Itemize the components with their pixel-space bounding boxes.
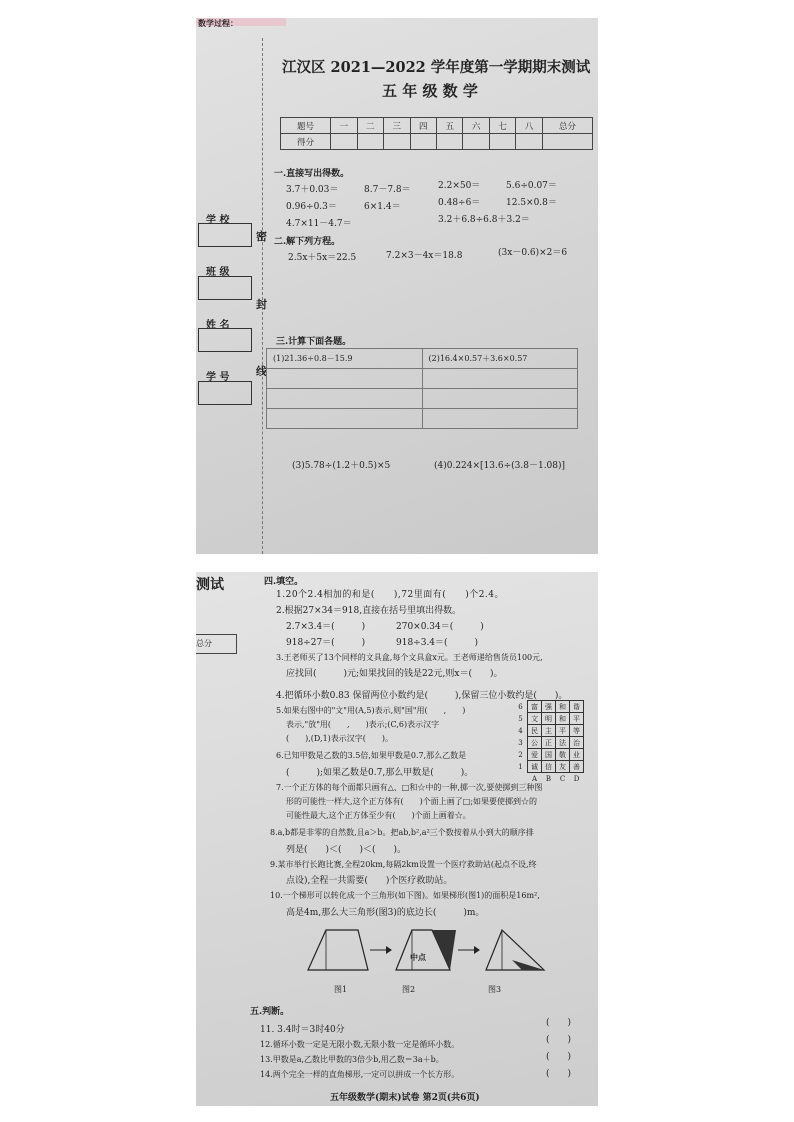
- judge-answer[interactable]: ( ): [546, 1052, 572, 1062]
- arrow-1-head: [386, 946, 392, 954]
- sec5-title: 五.判断。: [250, 1007, 290, 1017]
- score-cell[interactable]: [516, 134, 542, 150]
- score-header-cell: 七: [489, 118, 515, 134]
- calc-item: 4.7×11－4.7＝: [286, 219, 352, 229]
- fig1-label: 图1: [334, 985, 348, 994]
- calc-problem-4: (4)0.224×[13.6÷(3.8－1.08)]: [434, 461, 566, 471]
- grid-row-label: 4: [518, 726, 523, 735]
- score-cell[interactable]: [436, 134, 462, 150]
- judge-14: 14.两个完全一样的直角梯形,一定可以拼成一个长方形。: [260, 1070, 460, 1079]
- grid-character: 公: [528, 737, 542, 749]
- score-cell[interactable]: [384, 134, 410, 150]
- equation-item: (3x－0.6)×2＝6: [498, 248, 568, 258]
- score-header-cell: 四: [410, 118, 436, 134]
- q2c: 918÷27＝( ): [286, 638, 366, 648]
- grid-col-label: B: [545, 774, 552, 783]
- score-cell[interactable]: [542, 134, 592, 150]
- q1: 1.20个2.4相加的和是( ),72里面有( )个2.4。: [276, 590, 505, 600]
- grid-col-label: C: [559, 774, 566, 783]
- score-table: [280, 117, 593, 150]
- calc-problem-3: (3)5.78÷(1.2＋0.5)×5: [292, 461, 391, 471]
- grid-character: 法: [556, 737, 570, 749]
- grid-character: 文: [528, 713, 542, 725]
- q6b: ( );如果乙数是0.7,那么甲数是( )。: [286, 768, 474, 778]
- q4: 4.把循环小数0.83 保留两位小数约是( ),保留三位小数约是( )。: [276, 691, 568, 701]
- calc-item: 5.6÷0.07＝: [506, 181, 557, 191]
- work-cell[interactable]: [422, 409, 578, 429]
- work-cell[interactable]: [267, 409, 423, 429]
- calc-item: 12.5×0.8＝: [506, 198, 557, 208]
- grid-character: 善: [570, 761, 584, 773]
- work-cell[interactable]: [422, 369, 578, 389]
- fold-mark-3: 线: [256, 365, 267, 378]
- judge-12: 12.循环小数一定是无限小数,无限小数一定是循环小数。: [260, 1040, 460, 1049]
- q5a: 5.如果右图中的"文"用(A,5)表示,则"国"用( , ): [276, 706, 466, 715]
- exam-page-1-photo: [196, 18, 598, 554]
- grid-character: 业: [570, 749, 584, 761]
- score-cell[interactable]: [463, 134, 489, 150]
- grid-col-label: D: [573, 774, 580, 783]
- work-cell[interactable]: [422, 389, 578, 409]
- grid-character: 诚: [528, 761, 542, 773]
- calc-item: 6×1.4＝: [364, 202, 401, 212]
- grid-character: 民: [528, 725, 542, 737]
- q5b: 表示,"放"用( , )表示;(C,6)表示汉字: [286, 720, 440, 729]
- q9a: 9.某市举行长跑比赛,全程20km,每隔2km设置一个医疗救助站(起点不设,终: [270, 860, 537, 869]
- grid-character: 和: [556, 701, 570, 713]
- grid-character: 友: [556, 761, 570, 773]
- calc-item: 3.2＋6.8÷6.8＋3.2＝: [438, 215, 530, 225]
- q8a: 8.a,b都是非零的自然数,且a＞b。把ab,b²,a²三个数按着从小到大的顺序排: [270, 828, 534, 837]
- grid-character: 谐: [570, 701, 584, 713]
- score-cell[interactable]: [410, 134, 436, 150]
- grid-character: 国: [542, 749, 556, 761]
- grid-col-label: A: [531, 774, 538, 783]
- fold-mark-1: 密: [256, 230, 267, 243]
- grid-character: 主: [542, 725, 556, 737]
- fig2-shaded-triangle: [432, 930, 456, 970]
- q8b: 列是( )＜( )＜( )。: [286, 845, 407, 855]
- q7c: 可能性最大,这个正方体至少有( )个面上画着☆。: [286, 811, 471, 820]
- grid-row-label: 5: [518, 714, 523, 723]
- exam-page-2-photo: [196, 572, 598, 1106]
- fig3-label: 图3: [488, 985, 502, 994]
- score-header-cell: 一: [331, 118, 357, 134]
- grid-character: 和: [556, 713, 570, 725]
- score-cell[interactable]: [357, 134, 383, 150]
- sec2-title: 二.解下列方程。: [274, 237, 341, 247]
- q2: 2.根据27×34＝918,直接在括号里填出得数。: [276, 606, 462, 616]
- school-label: 学 校: [206, 215, 230, 226]
- grid-character: 治: [570, 737, 584, 749]
- grid-row-label: 3: [518, 738, 523, 747]
- grid-character: 敬: [556, 749, 570, 761]
- school-box[interactable]: [198, 223, 252, 247]
- number-label: 学 号: [206, 372, 230, 383]
- calc-item: 2.2×50＝: [438, 181, 481, 191]
- q2b: 270×0.34＝( ): [396, 622, 484, 632]
- page-footer: 五年级数学(期末)试卷 第2页(共6页): [330, 1093, 480, 1103]
- exam-title: 江汉区 2021—2022 学年度第一学期期末测试: [282, 59, 591, 76]
- score-cell[interactable]: [489, 134, 515, 150]
- q2d: 918÷3.4＝( ): [396, 638, 479, 648]
- grid-character: 信: [542, 761, 556, 773]
- grid-character: 明: [542, 713, 556, 725]
- calc-item: 3.7＋0.03＝: [286, 185, 339, 195]
- calc-table: [266, 348, 578, 429]
- left-edge-score: 总分: [196, 634, 237, 654]
- calc-item: 8.7－7.8＝: [364, 185, 411, 195]
- left-edge-title: 测试: [196, 577, 224, 593]
- q5c: ( ),(D,1)表示汉字( )。: [286, 734, 394, 743]
- q2a: 2.7×3.4＝( ): [286, 622, 366, 632]
- score-row-label: 得分: [281, 134, 331, 150]
- score-cell[interactable]: [331, 134, 357, 150]
- q3b: 应找回( )元;如果找回的钱是22元,则x＝( )。: [286, 669, 503, 679]
- sec4-title: 四.填空。: [264, 577, 304, 587]
- grid-row-label: 6: [518, 702, 523, 711]
- judge-13: 13.甲数是a,乙数比甲数的3倍少b,用乙数＝3a＋b。: [260, 1055, 444, 1064]
- calc-item: 0.48÷6＝: [438, 198, 481, 208]
- score-header-cell: 题号: [281, 118, 331, 134]
- top-left-note: 数学过程：: [198, 18, 238, 28]
- grid-character: 爱: [528, 749, 542, 761]
- fig3-triangle: [486, 930, 544, 970]
- score-header-cell: 六: [463, 118, 489, 134]
- grid-character: 等: [570, 725, 584, 737]
- grid-row-label: 1: [518, 762, 523, 771]
- grid-character: 平: [556, 725, 570, 737]
- judge-answer[interactable]: ( ): [546, 1018, 572, 1028]
- work-cell[interactable]: [267, 369, 423, 389]
- name-label: 姓 名: [206, 320, 230, 331]
- judge-11: 11. 3.4时＝3时40分: [260, 1025, 345, 1035]
- q6a: 6.已知甲数是乙数的3.5倍,如果甲数是0.7,那么乙数是: [276, 751, 467, 760]
- fig1-trapezoid: [308, 930, 368, 970]
- grid-character: 平: [570, 713, 584, 725]
- class-label: 班 级: [206, 267, 230, 278]
- name-box[interactable]: [198, 328, 252, 352]
- score-header-cell: 八: [516, 118, 542, 134]
- arrow-2-head: [474, 946, 480, 954]
- q3a: 3.王老师买了13个同样的文具盒,每个文具盒x元。王老师递给售货员100元,: [276, 653, 543, 662]
- score-header-cell: 三: [384, 118, 410, 134]
- sec1-title: 一.直接写出得数。: [274, 169, 350, 179]
- grid-character: 富: [528, 701, 542, 713]
- q10a: 10.一个梯形可以转化成一个三角形(如下图)。如果梯形(图1)的面积是16m²,: [270, 891, 540, 900]
- character-grid: [514, 700, 584, 784]
- q7b: 形的可能性一样大,这个正方体有( )个面上画了□;如果要使掷到☆的: [286, 797, 538, 806]
- score-header-cell: 五: [436, 118, 462, 134]
- exam-subtitle: 五 年 级 数 学: [382, 82, 478, 100]
- number-box[interactable]: [198, 381, 252, 405]
- score-header-cell: 二: [357, 118, 383, 134]
- judge-answer[interactable]: ( ): [546, 1069, 572, 1079]
- grid-character: 强: [542, 701, 556, 713]
- grid-character: 正: [542, 737, 556, 749]
- work-cell[interactable]: [267, 389, 423, 409]
- fig2-label: 图2: [402, 985, 416, 994]
- calc-problem-2: (2)16.4×0.57＋3.6×0.57: [422, 349, 578, 369]
- fold-mark-2: 封: [256, 298, 267, 311]
- judge-answer[interactable]: ( ): [546, 1035, 572, 1045]
- equation-item: 2.5x＋5x＝22.5: [288, 253, 357, 263]
- calc-problem-1: (1)21.36÷0.8－15.9: [267, 349, 423, 369]
- sec3-title: 三.计算下面各题。: [276, 337, 352, 347]
- score-header-cell: 总分: [542, 118, 592, 134]
- q7a: 7.一个正方体的每个面都只画有△、□和☆中的一种,掷一次,要使掷到三种图: [276, 783, 543, 792]
- equation-item: 7.2×3－4x＝18.8: [386, 251, 463, 261]
- q9b: 点设),全程一共需要( )个医疗救助站。: [286, 876, 453, 886]
- class-box[interactable]: [198, 276, 252, 300]
- grid-row-label: 2: [518, 750, 523, 759]
- q10b: 高是4m,那么大三角形(图3)的底边长( )m。: [286, 908, 485, 918]
- trapezoid-figures: [306, 924, 546, 982]
- calc-item: 0.96÷0.3＝: [286, 202, 337, 212]
- fig2-midpoint-label: 中点: [410, 952, 426, 962]
